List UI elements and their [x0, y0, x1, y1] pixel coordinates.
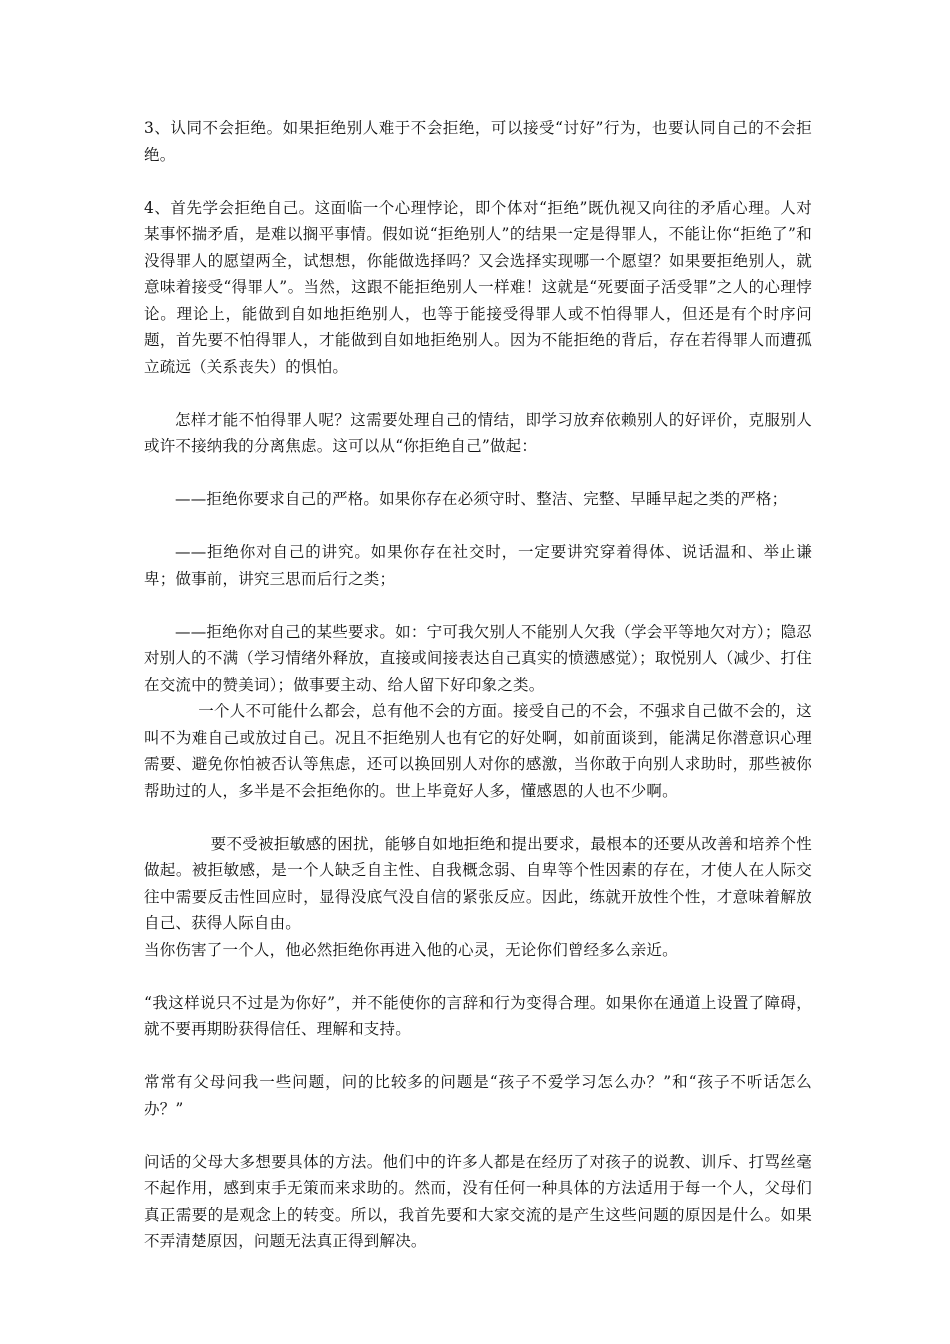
paragraph-refuse-yourself-first: 4、首先学会拒绝自己。这面临一个心理悖论，即个体对“拒绝”既仇视又向往的矛盾心理。人对某事怀揣矛盾，是难以搁平事情。假如说“拒绝别人”的结果一定是得罪人，不能让你“拒绝了”和没得罪人的愿望两全，试想想，你能做选择吗？又会选择实现哪一个愿望？如果要拒绝别人，就意味着接受“得罪人”。当然，这跟不能拒绝别人一样难！这就是“死要面子活受罪”之人的心理悖论。理论上，能做到自如地拒绝别人，也等于能接受得罪人或不怕得罪人，但还是有个时序问题，首先要不怕得罪人，才能做到自如地拒绝别人。因为不能拒绝的背后，存在若得罪人而遭孤立疏远（关系丧失）的惧怕。	[144, 198, 812, 376]
paragraph-refuse-fastidiousness: ——拒绝你对自己的讲究。如果你存在社交时，一定要讲究穿着得体、说话温和、举止谦卑；做事前，讲究三思而后行之类；	[144, 543, 812, 588]
paragraph-parents-methods: 问话的父母大多想要具体的方法。他们中的许多人都是在经历了对孩子的说教、训斥、打骂丝毫不起作用，感到束手无策而来求助的。然而，没有任何一种具体的方法适用于每一个人，父母们真正需要的是观念上的转变。所以，我首先要和大家交流的是产生这些问题的原因是什么。如果不弄清楚原因，问题无法真正得到解决。	[144, 1152, 812, 1250]
paragraph-cannot-do-everything: 一个人不可能什么都会，总有他不会的方面。接受自己的不会，不强求自己做不会的，这叫不为难自己或放过自己。况且不拒绝别人也有它的好处啊，如前面谈到，能满足你潜意识心理需要、避免你怕被否认等焦虑，还可以换回别人对你的感激，当你敢于向别人求助时，那些被你帮助过的人，多半是不会拒绝你的。世上毕竟好人多，懂感恩的人也不少啊。	[144, 702, 812, 800]
paragraph-parents-questions: 常常有父母问我一些问题，问的比较多的问题是“孩子不爱学习怎么办？”和“孩子不听话怎么办？”	[144, 1073, 812, 1118]
paragraph-refuse-demands: ——拒绝你对自己的某些要求。如：宁可我欠别人不能别人欠我（学会平等地欠对方）；隐忍对别人的不满（学习情绪外释放，直接或间接表达自己真实的愤懑感觉）；取悦别人（减少、打住在交流中的赞美词）；做事要主动、给人留下好印象之类。	[144, 622, 812, 694]
paragraph-accept-not-refusing: 3、认同不会拒绝。如果拒绝别人难于不会拒绝，可以接受“讨好”行为，也要认同自己的不会拒绝。	[144, 119, 812, 164]
paragraph-hurting-someone: 当你伤害了一个人，他必然拒绝你再进入他的心灵，无论你们曾经多么亲近。	[144, 940, 678, 959]
paragraph-refuse-strictness: ——拒绝你要求自己的严格。如果你存在必须守时、整洁、完整、早睡早起之类的严格；	[175, 490, 788, 508]
paragraph-rejection-sensitivity: 要不受被拒敏感的困扰，能够自如地拒绝和提出要求，最根本的还要从改善和培养个性做起。被拒敏感，是一个人缺乏自主性、自我概念弱、自卑等个性因素的存在，才使人在人际交往中需要反击性回应时，显得没底气没自信的紧张反应。因此，练就开放性个性，才意味着解放自己、获得人际自由。	[144, 834, 812, 932]
document-body	[144, 115, 812, 1255]
paragraph-how-not-fear-offending: 怎样才能不怕得罪人呢？这需要处理自己的情结，即学习放弃依赖别人的好评价，克服别人或许不接纳我的分离焦虑。这可以从“你拒绝自己”做起：	[144, 410, 812, 455]
paragraph-for-your-own-good: “我这样说只不过是为你好”，并不能使你的言辞和行为变得合理。如果你在通道上设置了障碍，就不要再期盼获得信任、理解和支持。	[144, 993, 812, 1038]
